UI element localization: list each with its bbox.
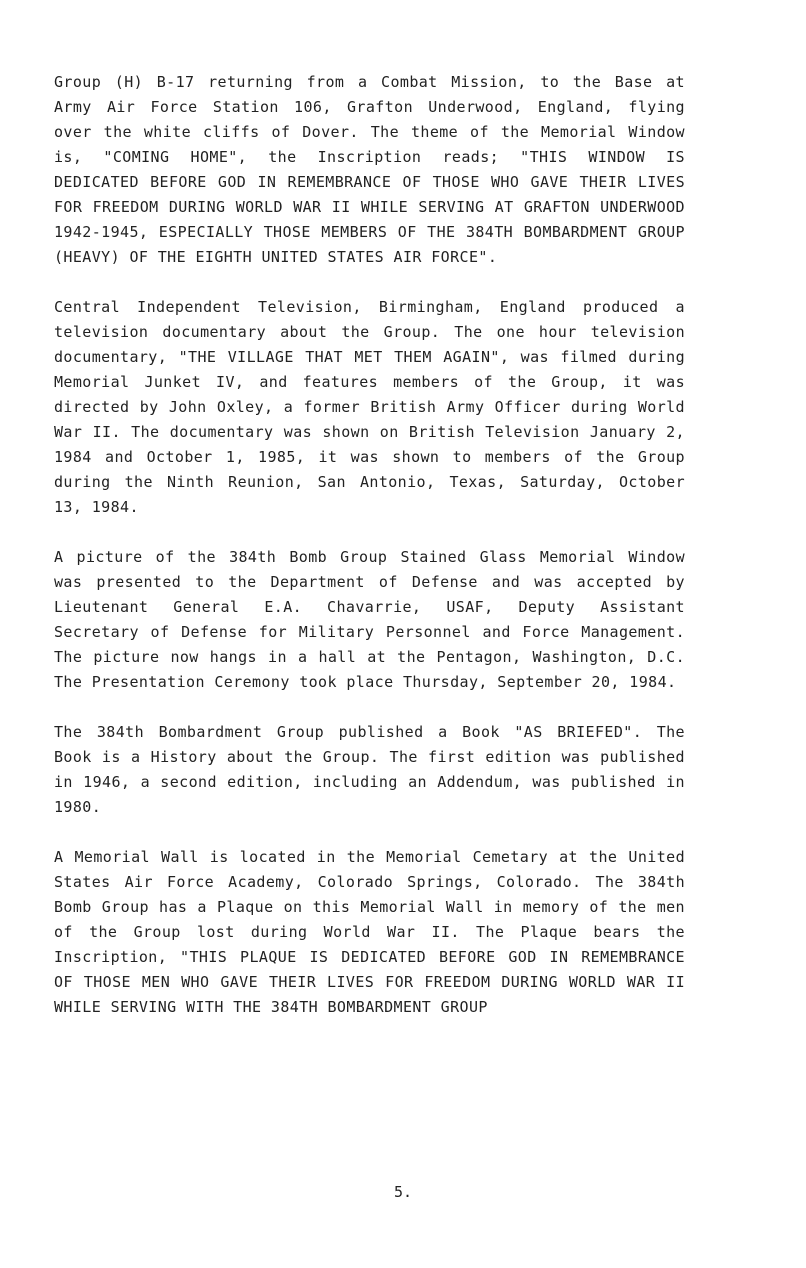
paragraph-pentagon-picture: A picture of the 384th Bomb Group Stained Glass Memorial Window was presented to the Department of Defense and was accepted by Lieutenant General E.A. Chavarrie, USAF, Deputy Assistant Secretary of Defense for Military Personnel and Force Management. The picture now hangs in a hall at the Pentagon, Washington, D.C. The Presentation Ceremony took place Thursday, September 20, 1984. [54,548,685,691]
paragraph-tv-documentary: Central Independent Television, Birmingham, England produced a television documentary about the Group. The one hour television documentary, "THE VILLAGE THAT MET THEM AGAIN", was filmed during Memorial Junket IV, and features members of the Group, it was directed by John Oxley, a former British Army Officer during World War II. The documentary was shown on British Television January 2, 1984 and October 1, 1985, it was shown to members of the Group during the Ninth Reunion, San Antonio, Texas, Saturday, October 13, 1984. [54,298,685,516]
page-number: 5. [393,1183,413,1201]
paragraph-memorial-wall: A Memorial Wall is located in the Memorial Cemetary at the United States Air Force Academy, Colorado Springs, Colorado. The 384th Bomb Group has a Plaque on this Memorial Wall in memory of the men of the Group lost during World War II. The Plaque bears the Inscription, "THIS PLAQUE IS DEDICATED BEFORE GOD IN REMEMBRANCE OF THOSE MEN WHO GAVE THEIR LIVES FOR FREEDOM DURING WORLD WAR II WHILE SERVING WITH THE 384TH BOMBARDMENT GROUP [54,848,685,1016]
document-body [54,70,685,1045]
paragraph-as-briefed-book: The 384th Bombardment Group published a Book "AS BRIEFED". The Book is a History about the Group. The first edition was published in 1946, a second edition, including an Addendum, was published in 1980. [54,723,685,816]
paragraph-memorial-window: Group (H) B-17 returning from a Combat Mission, to the Base at Army Air Force Station 106, Grafton Underwood, England, flying over the white cliffs of Dover. The theme of the Memorial Window is, "COMING HOME", the Inscription reads; "THIS WINDOW IS DEDICATED BEFORE GOD IN REMEMBRANCE OF THOSE WHO GAVE THEIR LIVES FOR FREEDOM DURING WORLD WAR II WHILE SERVING AT GRAFTON UNDERWOOD 1942-1945, ESPECIALLY THOSE MEMBERS OF THE 384TH BOMBARDMENT GROUP (HEAVY) OF THE EIGHTH UNITED STATES AIR FORCE". [54,73,685,266]
